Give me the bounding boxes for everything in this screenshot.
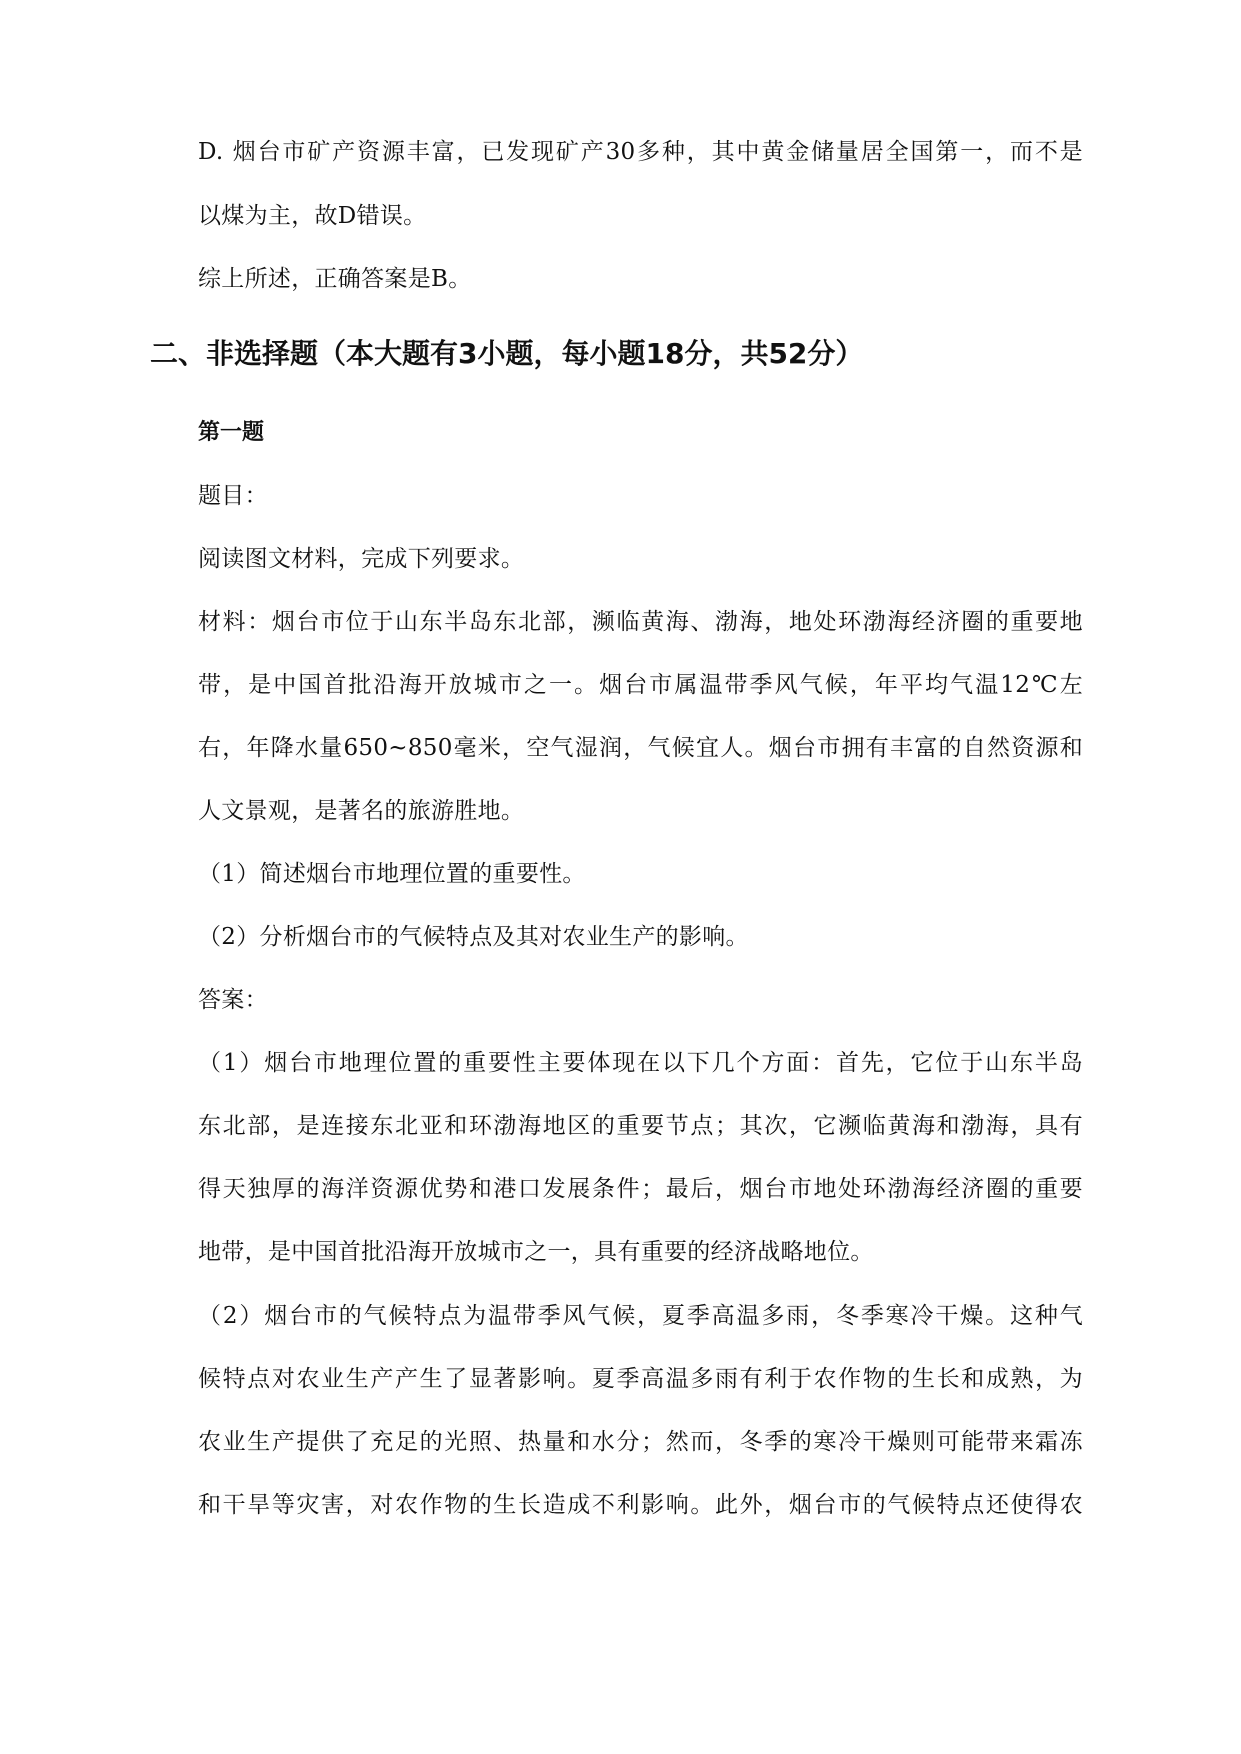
prev-answer-summary: 综上所述，正确答案是B。 bbox=[198, 266, 472, 292]
prev-answer-line-2: 以煤为主，故D错误。 bbox=[198, 203, 427, 229]
answer-1-line: 地带，是中国首批沿海开放城市之一，具有重要的经济战略地位。 bbox=[198, 1239, 874, 1265]
sub-question: （1）简述烟台市地理位置的重要性。 bbox=[198, 861, 586, 887]
prev-answer-line-1: D. 烟台市矿产资源丰富，已发现矿产30多种，其中黄金储量居全国第一，而不是 bbox=[198, 139, 1083, 165]
question-instruction: 阅读图文材料，完成下列要求。 bbox=[198, 546, 525, 572]
answer-2-line: （2）烟台市的气候特点为温带季风气候，夏季高温多雨，冬季寒冷干燥。这种气 bbox=[198, 1303, 1083, 1329]
sub-question: （2）分析烟台市的气候特点及其对农业生产的影响。 bbox=[198, 924, 749, 950]
material-line: 右，年降水量650~850毫米，空气湿润，气候宜人。烟台市拥有丰富的自然资源和 bbox=[198, 735, 1083, 761]
section-heading: 二、非选择题（本大题有3小题，每小题18分，共52分） bbox=[150, 337, 864, 370]
material-line: 材料：烟台市位于山东半岛东北部，濒临黄海、渤海，地处环渤海经济圈的重要地 bbox=[198, 609, 1083, 635]
answer-2-line: 和干旱等灾害，对农作物的生长造成不利影响。此外，烟台市的气候特点还使得农 bbox=[198, 1492, 1083, 1518]
answer-label: 答案： bbox=[198, 987, 268, 1013]
answer-1-line: （1）烟台市地理位置的重要性主要体现在以下几个方面：首先，它位于山东半岛 bbox=[198, 1050, 1083, 1076]
material-line: 人文景观，是著名的旅游胜地。 bbox=[198, 798, 525, 824]
answer-1-line: 东北部，是连接东北亚和环渤海地区的重要节点；其次，它濒临黄海和渤海，具有 bbox=[198, 1113, 1083, 1139]
answer-2-line: 农业生产提供了充足的光照、热量和水分；然而，冬季的寒冷干燥则可能带来霜冻 bbox=[198, 1429, 1083, 1455]
question-prompt-label: 题目： bbox=[198, 483, 268, 509]
question-title: 第一题 bbox=[198, 420, 265, 445]
material-line: 带，是中国首批沿海开放城市之一。烟台市属温带季风气候，年平均气温12℃左 bbox=[198, 672, 1083, 698]
answer-1-line: 得天独厚的海洋资源优势和港口发展条件；最后，烟台市地处环渤海经济圈的重要 bbox=[198, 1176, 1083, 1202]
answer-2-line: 候特点对农业生产产生了显著影响。夏季高温多雨有利于农作物的生长和成熟，为 bbox=[198, 1366, 1083, 1392]
